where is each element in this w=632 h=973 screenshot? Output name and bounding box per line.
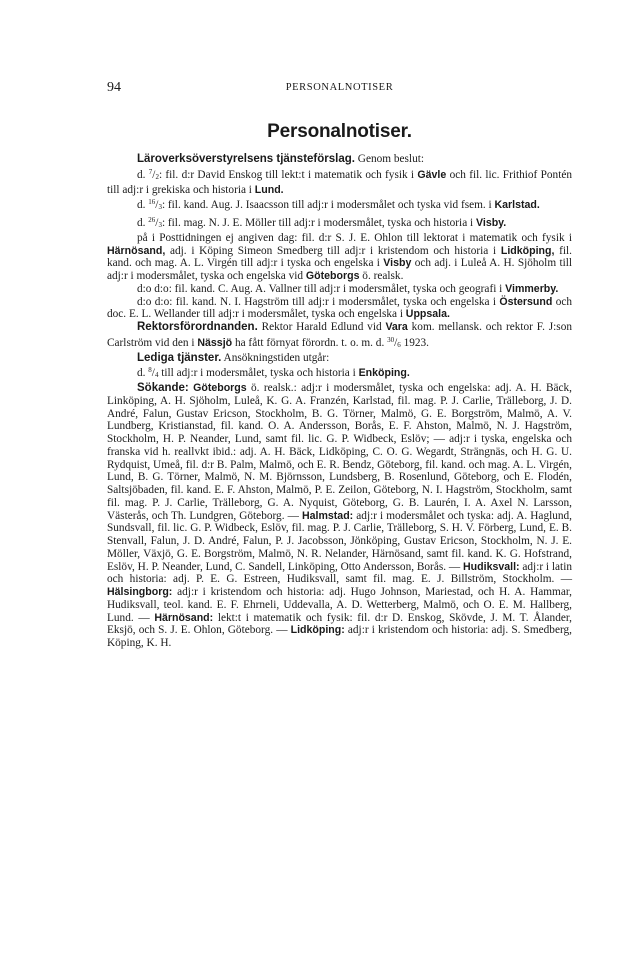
- section-intro: Genom beslut:: [354, 153, 424, 165]
- paragraph: [107, 382, 572, 650]
- place-name: Lidköping,: [500, 244, 555, 257]
- section-heading: Läroverksöverstyrelsens tjänsteförslag.: [137, 153, 355, 165]
- text-run: d.: [137, 367, 149, 380]
- paragraph: [107, 214, 572, 232]
- section-heading: Lediga tjänster.: [137, 351, 222, 364]
- place-name: Visby.: [476, 217, 507, 229]
- text-run: /: [394, 336, 398, 349]
- date-denominator: 4: [154, 371, 159, 380]
- place-name: Gävle: [417, 168, 447, 181]
- text-run: på i Posttidningen ej angiven dag: fil. d:r S. J. E. Ohlon till lektorat i matematik och fysik i: [137, 231, 572, 244]
- text-run: lekt:t i matematik och fysik: fil. d:r D. Enskog, Skövde, J. M. T. Ålander, Eksjö, och S. J. E. Ohlon, Göteborg. —: [107, 611, 572, 637]
- place-name: Hudiksvall:: [463, 560, 520, 573]
- date-denominator: 2: [155, 172, 159, 181]
- text-run: adj. i Köping Simeon Smedberg till adj:r i kristendom och historia i: [165, 244, 501, 257]
- text-run: ö. realsk.: [359, 270, 404, 282]
- text-run: ö. realsk.: adj:r i modersmålet, tyska och engelska: adj. A. H. Bäck, Linköping, A. H. Sjöholm, Luleå, K. G. A. Franzén, Karlstad, fil. mag. P. J. Carlie, Trälleborg, J. D. André, Falun, Gustav Ericson, Stockholm, B. G. Törner, Malmö, G. E. Borgström, Malmö, A. V. Lundberg, Kristianstad, fil. kand. O. A. Andersson, Borås, E. F. Ahston, Malmö, N. J. Hagström, Stockholm, H. P. Neander, Lund, samt fil. lic. G. P. Widbeck, Eslöv; — adj:r i tyska, engelska och franska vid h. reallvkt ibid.: adj. A. H. Bäck, Lidköping, C. O. G. Wegardt, Strängnäs, och H. G. U. Rydquist, Umeå, fil. d:r B. Palm, Malmö, och E. R. Bendz, Göteborg, fil. kand. och mag. A. L. Virgén, Lund, B. G. Törner, Malmö, N. M. Björnsson, Lundsberg, B. Rosenlund, Göteborg, och E. Flodén, Saltsjöbaden, fil. kand. E. F. Ahston, Malmö, P. E. Zeilon, Göteborg, N. I. Hagström, Stockholm, samt fil. mag. P. J. Carlie, Trälleborg, G. A. Nyquist, Göteborg, G. B. Laurén, I. A. Axel N. Larsson, Västerås, och Th. Lundgren, Göteborg. —: [107, 382, 572, 522]
- date-numerator: 16: [148, 198, 156, 207]
- text-run: fil. kand. och mag. A. L. Virgén till adj:r i tyska och engelska i: [107, 244, 572, 270]
- text-run: /: [151, 367, 155, 380]
- text-run: adj:r i latin och historia: adj. P. E. G. Estreen, Hudiksvall, samt fil. mag. E. J. Billström, Stockholm. —: [107, 560, 572, 586]
- text-run: ha fått förnyat förordn. t. o. m. d.: [232, 336, 388, 349]
- text-run: d.: [137, 199, 149, 212]
- text-run: d.: [137, 217, 149, 229]
- place-name: Härnösand:: [154, 611, 214, 624]
- text-run: och adj. i Luleå A. H. Sjöholm till adj:r i modersmålet, tyska och engelska vid: [107, 257, 572, 282]
- paragraph: [107, 321, 572, 352]
- article-body: [107, 153, 572, 650]
- text-run: till adj:r i modersmålet, tyska och historia i: [158, 367, 359, 380]
- place-name: Göteborgs: [305, 270, 360, 282]
- date-denominator: 6: [397, 340, 401, 349]
- paragraph: [107, 352, 572, 365]
- paragraph: [107, 153, 572, 166]
- text-run: och doc. E. L. Wellander till adj:r i modersmålet, tyska och engelska i: [107, 295, 573, 321]
- place-name: Lund.: [254, 183, 284, 196]
- text-run: : fil. kand. Aug. J. Isaacsson till adj:r i modersmålet och tyska vid fsem. i: [161, 199, 495, 212]
- place-name: Östersund: [499, 295, 553, 308]
- text-run: d:o d:o: fil. kand. C. Aug. A. Vallner till adj:r i modersmålet, tyska och geografi i: [137, 282, 506, 295]
- running-head: PERSONALNOTISER: [285, 82, 394, 93]
- date-numerator: 8: [148, 366, 152, 375]
- text-run: /: [155, 199, 159, 212]
- text-run: Rektor Harald Edlund vid: [261, 321, 386, 333]
- place-name: Enköping.: [358, 367, 410, 380]
- place-name: Härnösand,: [107, 244, 166, 257]
- paragraph: [107, 196, 572, 214]
- text-run: d:o d:o: fil. kand. N. I. Hagström till adj:r i modersmålet, tyska och engelska i: [137, 295, 500, 308]
- text-run: adj:r i modersmålet och tyska: adj. A. Haglund, Sundsvall, fil. lic. G. P. Widbeck, Eslöv, fil. mag. P. J. Carlie, Trälleborg, S. H. V. Förberg, Lund, E. B. Stenvall, Falun, J. D. André, Falun, P. J. Jacobsson, Jönköping, Gustav Ericson, Stockholm, N. J. E. Möller, Växjö, G. E. Borgström, Malmö, N. R. Nelander, Härnösand, samt fil. kand. K. G. Hofstrand, Eslöv, H. P. Neander, Lund, C. Sandell, Linköping, Otto Andersson, Borås. —: [107, 509, 572, 573]
- date-numerator: 7: [148, 167, 153, 176]
- text-run: d.: [137, 168, 149, 181]
- text-run: adj:r i kristendom och historia: adj. Hugo Johnson, Mariestad, och H. A. Hammar, Hudiksvall, teol. kand. E. F. Ehrneli, Uddevalla, A. D. Wetterberg, Malmö, och O. E. M. Hallberg, Lund. —: [107, 586, 572, 624]
- paragraph: [107, 296, 572, 322]
- paragraph: [107, 232, 572, 283]
- place-name: Nässjö: [197, 336, 233, 349]
- date-numerator: 26: [148, 216, 156, 224]
- date-denominator: 3: [158, 203, 162, 212]
- date-denominator: 3: [158, 221, 162, 229]
- text-run: : fil. mag. N. J. E. Möller till adj:r i modersmålet, tyska och historia i: [161, 217, 476, 229]
- place-name: Halmstad:: [301, 509, 354, 522]
- text-run: 1923.: [400, 336, 429, 349]
- paragraph: [107, 364, 572, 382]
- text-run: och fil. lic. Frithiof Pontén till adj:r i grekiska och historia i: [107, 168, 573, 196]
- paragraph: [107, 283, 572, 296]
- text-run: /: [155, 217, 159, 229]
- page-title: Personalnotiser.: [267, 121, 412, 142]
- section-intro: Ansökningstiden utgår:: [221, 351, 330, 364]
- paragraph: [107, 166, 572, 197]
- section-heading: Rektorsförordnanden.: [137, 321, 258, 333]
- place-name: Hälsingborg:: [107, 586, 173, 598]
- section-heading: Sökande:: [137, 382, 189, 394]
- place-name: Lidköping:: [290, 624, 345, 637]
- page-header: [107, 80, 572, 96]
- text-run: : fil. d:r David Enskog till lekt:t i matematik och fysik i: [158, 168, 418, 181]
- place-name: Vara: [385, 321, 408, 333]
- text-run: adj:r i kristendom och historia: adj. S. Smedberg, Köping, K. H.: [107, 624, 572, 649]
- text-run: kom. mellansk. och rektor F. J:son Carlström vid den i: [107, 321, 572, 349]
- place-name: Vimmerby.: [505, 282, 559, 295]
- date-numerator: 30: [387, 335, 395, 344]
- text-run: /: [152, 168, 156, 181]
- place-name: Karlstad.: [494, 199, 540, 212]
- place-name: Göteborgs: [193, 382, 247, 394]
- place-name: Visby: [383, 257, 412, 270]
- page-number: 94: [107, 80, 121, 95]
- place-name: Uppsala.: [405, 308, 450, 321]
